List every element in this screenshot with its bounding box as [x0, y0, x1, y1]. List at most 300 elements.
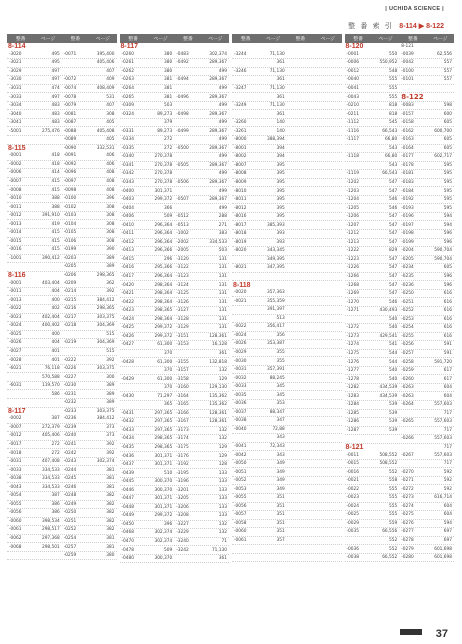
- page-ref: 332,531: [96, 145, 115, 151]
- index-row: [7, 220, 117, 229]
- page-ref: 129: [218, 453, 227, 459]
- item-number: -3174: [176, 436, 189, 442]
- page-ref: 355,359: [266, 298, 285, 304]
- page-ref: 400: [51, 331, 60, 337]
- index-row: [120, 127, 230, 136]
- index-row: [345, 298, 455, 307]
- item-number: -0406: [121, 214, 134, 220]
- page-ref: 362: [106, 280, 115, 286]
- item-number: -0050: [234, 461, 247, 467]
- page-ref: 483: [51, 120, 60, 126]
- page-ref: 380: [164, 60, 173, 66]
- index-row: [232, 85, 342, 94]
- index-row: [232, 68, 342, 77]
- index-row: [232, 477, 342, 486]
- page-ref: 395: [276, 180, 285, 186]
- page-ref: 829: [389, 248, 398, 254]
- page-ref: 389: [106, 383, 115, 389]
- index-row: [120, 486, 230, 495]
- item-number: -0038: [346, 555, 359, 561]
- item-number: -8000: [234, 137, 247, 143]
- item-number: -3176: [176, 453, 189, 459]
- item-number: -0340: [121, 154, 134, 160]
- item-number: -0251: [401, 299, 414, 305]
- index-row: [345, 444, 455, 452]
- page-ref: 300,370: [154, 479, 173, 485]
- brand-logo: | UCHIDA SCIENCE |: [385, 6, 444, 12]
- page-ref: 289,367: [209, 77, 227, 83]
- index-row: [7, 238, 117, 247]
- index-row: [120, 179, 230, 188]
- page-ref: 298,365: [96, 273, 115, 279]
- item-number: -0331: [121, 128, 134, 134]
- page-ref: 540: [389, 376, 398, 382]
- page-ref: 429,541: [379, 333, 398, 339]
- column-header: [120, 34, 230, 43]
- page-ref: 499: [218, 171, 227, 177]
- page-ref: 351: [276, 495, 285, 501]
- item-number: -1287: [346, 427, 359, 433]
- index-row: [232, 110, 342, 119]
- index-row: [7, 136, 117, 145]
- page-ref: 396: [164, 521, 173, 527]
- page-ref: 66,543: [382, 171, 398, 177]
- page-ref: 129,130: [209, 385, 227, 391]
- index-range: 8-114 ▶ 8-122: [399, 23, 444, 30]
- item-number: -1207: [346, 222, 359, 228]
- page-ref: 387: [51, 493, 60, 499]
- page-ref: 590,704: [434, 256, 452, 262]
- page-ref: 499: [218, 68, 227, 74]
- item-number: -0447: [121, 496, 134, 502]
- item-number: -3123: [176, 274, 189, 280]
- item-number: -0233: [63, 408, 77, 414]
- item-number: -0494: [176, 77, 189, 83]
- item-number: -0499: [176, 128, 189, 134]
- index-row: [232, 247, 342, 256]
- item-number: -1001: [9, 255, 22, 261]
- column-header-cell: ページ: [378, 37, 393, 42]
- item-number: -0234: [401, 265, 414, 271]
- item-number: -0056: [234, 503, 247, 509]
- index-row: [7, 356, 117, 365]
- item-number: -0263: [401, 385, 414, 391]
- item-number: -0422: [121, 299, 134, 305]
- page-ref: 592: [443, 469, 452, 475]
- index-row: [7, 408, 117, 416]
- index-row: [120, 85, 230, 94]
- item-number: -2002: [176, 239, 189, 245]
- item-number: -0506: [176, 180, 189, 186]
- index-row: [345, 93, 455, 102]
- section-heading: 8-114: [8, 43, 26, 51]
- page-ref: 515: [106, 331, 115, 337]
- index-row: [120, 410, 230, 419]
- page-ref: 818: [389, 111, 398, 117]
- item-number: -0001: [9, 280, 22, 286]
- page-ref: 499: [218, 137, 227, 143]
- page-ref: 301,371: [154, 453, 173, 459]
- item-number: -0250: [63, 510, 77, 516]
- page-ref: 591,720: [434, 359, 452, 365]
- page-ref: 299,372: [154, 333, 173, 339]
- page-ref: 88,347: [269, 409, 285, 415]
- item-number: -0243: [63, 459, 77, 465]
- column-header-cell: ページ: [208, 37, 223, 42]
- page-ref: 497: [51, 94, 60, 100]
- item-number: -0001: [9, 153, 22, 159]
- page-ref: 605: [443, 137, 452, 143]
- page-ref: 531: [106, 94, 115, 100]
- index-row: [7, 263, 117, 272]
- item-number: -0061: [234, 537, 247, 543]
- section-heading: 8-117: [8, 407, 26, 415]
- item-number: -0262: [121, 68, 134, 74]
- index-row: [345, 537, 455, 546]
- index-row: [232, 554, 342, 563]
- section-heading: 8-120: [345, 43, 364, 51]
- section-heading: 8-118: [233, 281, 251, 289]
- index-row: [7, 279, 117, 288]
- item-number: -3120: [176, 256, 189, 262]
- index-row: [232, 213, 342, 222]
- index-row: [345, 333, 455, 342]
- item-number: -0157: [401, 111, 414, 117]
- page-ref: 334,533: [209, 239, 227, 245]
- index-row: [120, 495, 230, 504]
- item-number: -0032: [234, 375, 247, 381]
- page-ref: 270,378: [154, 162, 173, 168]
- item-number: -0470: [121, 538, 134, 544]
- index-row: [7, 526, 117, 535]
- page-ref: 370: [164, 350, 173, 356]
- page-ref: 617: [443, 368, 452, 374]
- page-ref: 131: [218, 325, 227, 331]
- index-row: [345, 256, 455, 265]
- item-number: -0199: [401, 239, 414, 245]
- index-row: [232, 264, 342, 273]
- index-row: [120, 290, 230, 299]
- page-ref: 382: [106, 493, 115, 499]
- page-ref: 547: [389, 188, 398, 194]
- item-number: -0092: [63, 161, 77, 167]
- page-ref: 379: [164, 120, 173, 126]
- item-number: -1282: [346, 385, 359, 391]
- page-ref: 616,714: [434, 495, 452, 501]
- item-number: -0038: [234, 418, 247, 424]
- page-ref: 499: [218, 120, 227, 126]
- page-ref: 547: [389, 222, 398, 228]
- index-row: [232, 306, 342, 315]
- item-number: -0416: [121, 265, 134, 271]
- column-header-cell: ページ: [320, 37, 335, 42]
- page-ref: 388: [51, 196, 60, 202]
- item-number: -0051: [234, 469, 247, 475]
- index-row: [232, 281, 342, 289]
- page-ref: 132: [218, 521, 227, 527]
- item-number: -8020: [234, 248, 247, 254]
- column-header: [232, 34, 342, 43]
- item-number: -0040: [234, 426, 247, 432]
- item-number: -0158: [401, 120, 414, 126]
- item-number: -3247: [234, 86, 247, 91]
- page-ref: 559: [389, 520, 398, 526]
- item-number: -0027: [9, 348, 22, 354]
- item-number: -3158: [176, 376, 189, 382]
- index-row: [120, 512, 230, 521]
- item-number: -0026: [9, 340, 22, 346]
- column-header-cell: 整番: [128, 37, 138, 42]
- page-ref: 402: [51, 306, 60, 312]
- index-row: [7, 246, 117, 255]
- page-ref: 600,700: [434, 128, 452, 134]
- index-row: [7, 331, 117, 340]
- page-ref: 343,345: [266, 248, 285, 254]
- page-ref: 547: [389, 239, 398, 245]
- page-ref: 132: [218, 368, 227, 374]
- item-number: -8011: [234, 197, 247, 203]
- index-row: [120, 196, 230, 205]
- page-ref: 552: [389, 469, 398, 475]
- item-number: -3122: [176, 265, 189, 271]
- page-ref: 558: [389, 478, 398, 484]
- page-ref: 595: [443, 171, 452, 177]
- page-ref: 395: [276, 188, 285, 194]
- page-ref: 555: [389, 77, 398, 83]
- page-ref: 351: [276, 512, 285, 518]
- item-number: -3165: [176, 402, 189, 408]
- index-row: [345, 468, 455, 477]
- index-row: [345, 545, 455, 554]
- page-ref: 395: [276, 197, 285, 203]
- section-heading: 8-121: [345, 443, 364, 451]
- item-number: -0012: [346, 68, 359, 74]
- index-row: [345, 384, 455, 393]
- page-ref: 499: [218, 154, 227, 160]
- page-ref: 61,300: [157, 342, 173, 348]
- item-number: -0196: [401, 214, 414, 220]
- item-number: -3173: [176, 427, 189, 433]
- item-number: -0424: [121, 316, 134, 322]
- page-ref: 373: [106, 424, 115, 430]
- page-ref: 592: [443, 478, 452, 484]
- item-number: -8010: [234, 188, 247, 194]
- index-row: [345, 427, 455, 436]
- index-row: [7, 424, 117, 433]
- item-number: -0254: [401, 325, 414, 331]
- page-ref: 381: [106, 544, 115, 550]
- page-ref: 131: [218, 291, 227, 297]
- item-number: -0257: [401, 350, 414, 356]
- index-row: [120, 392, 230, 401]
- item-number: -0214: [63, 289, 77, 295]
- page-ref: 128,361: [209, 333, 227, 339]
- page-ref: 89,273: [157, 111, 173, 117]
- index-row: [232, 460, 342, 469]
- item-number: -0445: [121, 479, 134, 485]
- index-row: [7, 543, 117, 552]
- item-number: -1203: [346, 188, 359, 194]
- page-ref: 297,365: [154, 419, 173, 425]
- item-number: -0230: [63, 383, 77, 389]
- page-ref: 616: [443, 299, 452, 305]
- page-ref: 140: [276, 128, 285, 134]
- item-number: -0035: [234, 392, 247, 398]
- index-row: [120, 187, 230, 196]
- page-ref: 409: [106, 77, 115, 83]
- item-number: -0105: [63, 230, 77, 236]
- page-ref: 297,365: [154, 427, 173, 433]
- page-ref: 539: [389, 410, 398, 416]
- page-ref: 547: [389, 282, 398, 288]
- index-row: [345, 451, 455, 460]
- page-ref: 474: [51, 86, 60, 91]
- item-number: -1226: [346, 265, 359, 271]
- item-number: -0421: [121, 291, 134, 297]
- page-ref: 295,366: [154, 265, 173, 271]
- index-row: [120, 384, 230, 393]
- page-ref: 540: [389, 325, 398, 331]
- page-ref: 405,406: [41, 433, 60, 439]
- index-row: [232, 537, 342, 546]
- page-ref: 396: [106, 196, 115, 202]
- page-ref: 389: [106, 264, 115, 270]
- item-number: -0448: [121, 504, 134, 510]
- index-row: [7, 85, 117, 94]
- item-number: -1270: [346, 299, 359, 305]
- page-ref: 133: [218, 513, 227, 519]
- column-header-cell: ページ: [153, 37, 168, 42]
- item-number: -0006: [346, 60, 359, 66]
- page-ref: 297,368: [41, 535, 60, 541]
- item-number: -0036: [234, 401, 247, 407]
- column-header-cell: ページ: [40, 37, 56, 42]
- index-row: [120, 546, 230, 555]
- index-row: [7, 296, 117, 305]
- item-number: -3229: [176, 530, 189, 536]
- index-row: [120, 529, 230, 538]
- item-number: -3021: [9, 60, 22, 66]
- page-ref: 547: [389, 291, 398, 297]
- index-row: [232, 273, 342, 282]
- page-ref: 289,367: [209, 162, 227, 168]
- item-number: -0071: [63, 51, 77, 57]
- page-ref: 140: [276, 120, 285, 126]
- item-number: -0010: [9, 196, 22, 202]
- page-ref: 604: [443, 385, 452, 391]
- page-ref: 391,910: [41, 213, 60, 219]
- page-ref: 387: [51, 416, 60, 422]
- item-number: -0102: [63, 204, 77, 210]
- page-ref: 389: [106, 255, 115, 261]
- page-ref: 395: [276, 162, 285, 168]
- index-row: [232, 153, 342, 162]
- page-ref: 393: [276, 231, 285, 237]
- page-ref: 128: [218, 462, 227, 468]
- item-number: -3167: [176, 419, 189, 425]
- index-row: [232, 400, 342, 409]
- index-row: [120, 452, 230, 461]
- item-number: -8017: [234, 222, 247, 228]
- page-ref: 382: [106, 527, 115, 533]
- column-header: [7, 34, 117, 43]
- index-row: [345, 204, 455, 213]
- page-ref: 616: [443, 291, 452, 297]
- item-number: -3127: [176, 308, 189, 314]
- item-number: -0250: [401, 291, 414, 297]
- index-row: [345, 196, 455, 205]
- page-ref: 604: [443, 393, 452, 399]
- item-number: -0512: [176, 214, 189, 220]
- item-number: -3240: [176, 538, 189, 544]
- page-ref: 380: [106, 553, 115, 559]
- item-number: -0436: [121, 453, 134, 459]
- page-ref: 555: [389, 495, 398, 501]
- item-number: -0024: [234, 332, 247, 338]
- page-ref: 355: [276, 358, 285, 364]
- page-ref: 552: [389, 546, 398, 552]
- item-number: -0263: [121, 77, 134, 83]
- item-number: -0267: [401, 452, 414, 458]
- item-number: -0017: [9, 441, 22, 447]
- page-ref: 131: [218, 308, 227, 314]
- index-row: [232, 170, 342, 179]
- item-number: -8008: [234, 171, 247, 177]
- item-number: -0217: [63, 314, 77, 320]
- page-ref: 288: [218, 214, 227, 220]
- item-number: -1269: [346, 291, 359, 297]
- page-ref: 596: [443, 231, 452, 237]
- item-number: -0324: [121, 111, 134, 117]
- index-row: [120, 435, 230, 444]
- index-row: [345, 68, 455, 77]
- item-number: -3261: [234, 128, 247, 134]
- item-number: -6021: [9, 366, 22, 372]
- item-number: -0431: [121, 410, 134, 416]
- page-ref: 434,539: [379, 393, 398, 399]
- index-row: [345, 392, 455, 401]
- page-ref: 131: [218, 256, 227, 262]
- item-number: -1223: [346, 256, 359, 262]
- index-row: [120, 68, 230, 77]
- item-number: -0210: [346, 103, 359, 109]
- item-number: -8012: [234, 205, 247, 211]
- item-number: -0036: [346, 546, 359, 552]
- page-ref: 586: [51, 391, 60, 397]
- item-number: -0056: [9, 510, 22, 516]
- page-ref: 71,130: [269, 68, 285, 74]
- item-number: -0014: [9, 230, 22, 236]
- page-ref: 308: [106, 230, 115, 236]
- page-ref: 434,539: [379, 385, 398, 391]
- index-row: [232, 417, 342, 426]
- item-number: -0060: [234, 529, 247, 535]
- page-ref: 131: [218, 282, 227, 288]
- page-ref: 483: [51, 111, 60, 117]
- page-ref: 89,273: [157, 128, 173, 134]
- page-ref: 388,394: [266, 137, 285, 143]
- page-ref: 547: [389, 265, 398, 271]
- page-ref: 343: [276, 435, 285, 441]
- item-number: -3153: [176, 342, 189, 348]
- index-row: [232, 59, 342, 68]
- page-ref: 616: [443, 308, 452, 314]
- page-ref: 271: [218, 222, 227, 228]
- index-row: [120, 418, 230, 427]
- item-number: -0252: [63, 527, 77, 533]
- page-ref: 270,378: [154, 171, 173, 177]
- page-ref: 555: [389, 94, 398, 100]
